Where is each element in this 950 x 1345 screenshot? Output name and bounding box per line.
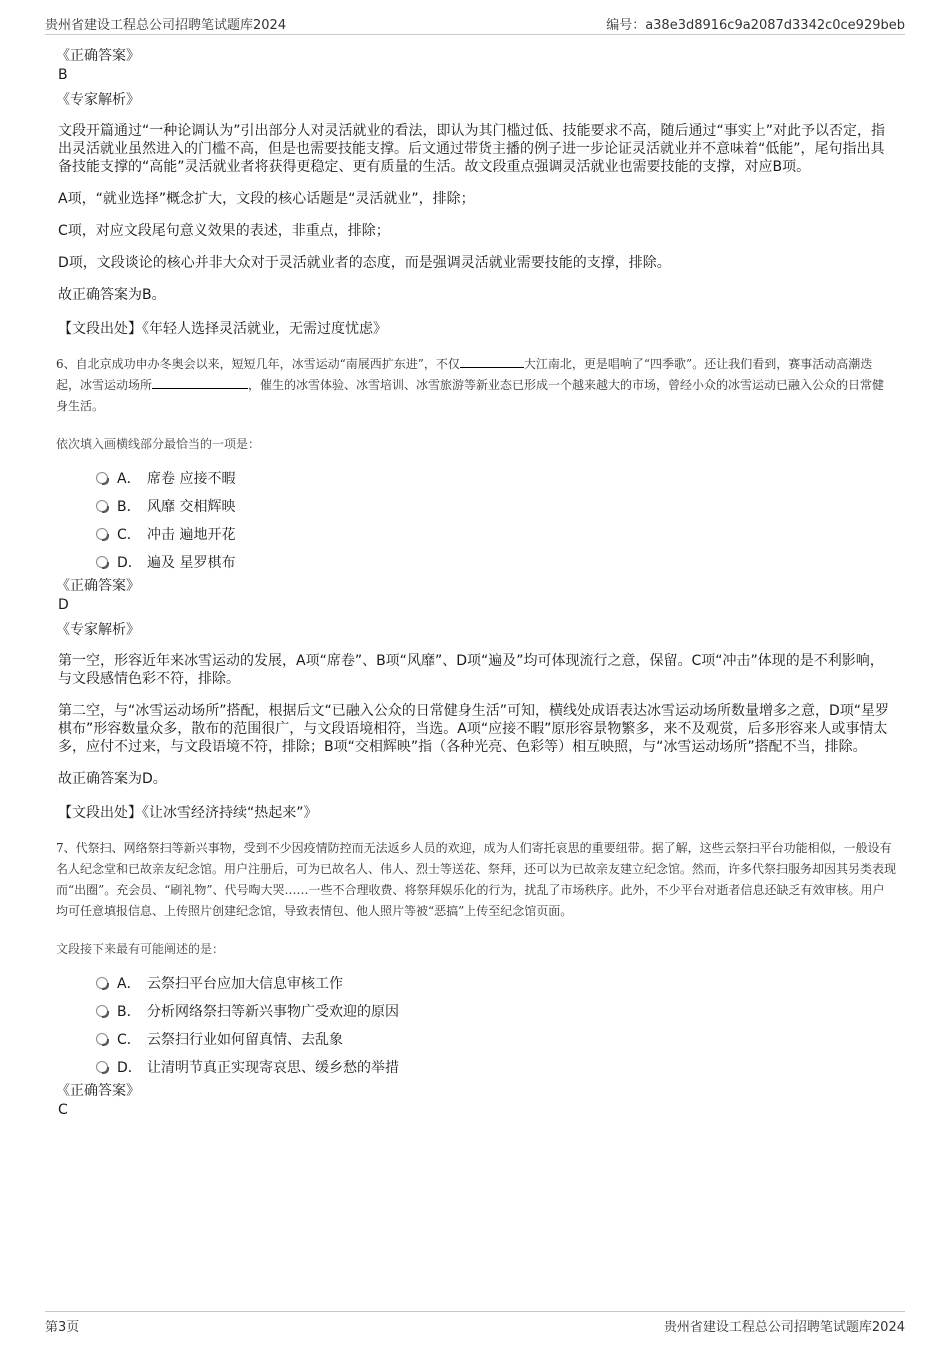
option-letter: C． xyxy=(117,1032,141,1048)
header-serial: 编号：a38e3d8916c9a2087d3342c0ce929beb xyxy=(606,18,905,33)
radio-icon[interactable] xyxy=(96,472,108,484)
page-number: 第3页 xyxy=(45,1320,80,1335)
q7-prompt: 文段接下来最有可能阐述的是： xyxy=(56,942,225,956)
analysis-label: 《专家解析》 xyxy=(56,622,140,638)
q7-option-b[interactable] xyxy=(96,1001,896,1029)
radio-icon[interactable] xyxy=(96,977,108,989)
q6-option-a[interactable] xyxy=(96,468,896,496)
option-letter: B． xyxy=(117,1004,141,1020)
option-letter: A． xyxy=(117,976,141,992)
page-header xyxy=(45,12,905,35)
q5-answer: B xyxy=(58,67,68,83)
correct-answer-label: 《正确答案》 xyxy=(56,578,140,594)
radio-icon[interactable] xyxy=(96,528,108,540)
q6-source: 【文段出处】《让冰雪经济持续“热起来”》 xyxy=(58,805,318,821)
q6-option-c[interactable] xyxy=(96,524,896,552)
q6-text-part: 6、自北京成功申办冬奥会以来，短短几年，冰雪运动“南展西扩东进”，不仅 xyxy=(56,357,460,371)
q6-analysis-paragraph: 故正确答案为D。 xyxy=(58,771,167,787)
radio-icon[interactable] xyxy=(96,500,108,512)
q6-option-b[interactable] xyxy=(96,496,896,524)
page-footer xyxy=(45,1311,905,1334)
q7-option-a[interactable] xyxy=(96,973,896,1001)
option-text: 风靡 交相辉映 xyxy=(147,499,236,515)
radio-icon[interactable] xyxy=(96,1061,108,1073)
q6-analysis-paragraph: 第一空，形容近年来冰雪运动的发展，A项“席卷”、B项“风靡”、D项“遍及”均可体现流行之意，保留。C项“冲击”体现的是不利影响，与文段感情色彩不符，排除。 xyxy=(58,653,884,687)
radio-icon[interactable] xyxy=(96,1005,108,1017)
radio-icon[interactable] xyxy=(96,1033,108,1045)
radio-icon[interactable] xyxy=(96,556,108,568)
option-letter: B． xyxy=(117,499,141,515)
q6-question xyxy=(56,354,896,417)
q7-question: 7、代祭扫、网络祭扫等新兴事物，受到不少因疫情防控而无法返乡人员的欢迎，成为人们寄托哀思的重要纽带。据了解，这些云祭扫平台功能相似，一般设有名人纪念堂和已故亲友纪念馆。用户注册后，可为已故名人、伟人、烈士等送花、祭拜，还可以为已故亲友建立纪念馆。然而，许多代祭扫服务却因其另类表现而“出圈”。充会员、“刷礼物”、代号啕大哭……一些不合理收费、将祭拜娱乐化的行为，扰乱了市场秩序。此外，不少平台对逝者信息还缺乏有效审核。用户均可任意填报信息、上传照片创建纪念馆，导致表情包、他人照片等被“恶搞”上传至纪念馆页面。 xyxy=(56,841,897,918)
option-letter: C． xyxy=(117,527,141,543)
q5-analysis-paragraph: 文段开篇通过“一种论调认为”引出部分人对灵活就业的看法，即认为其门槛过低、技能要求不高，随后通过“事实上”对此予以否定，指出灵活就业虽然进入的门槛不高，但是也需要技能支撑。后文通过带货主播的例子进一步论证灵活就业并不意味着“低能”，尾句指出具备技能支撑的“高能”灵活就业者将获得更稳定、更有质量的生活。故文段重点强调灵活就业也需要技能的支撑，对应B项。 xyxy=(58,123,886,175)
q6-option-d[interactable] xyxy=(96,552,896,576)
option-text: 席卷 应接不暇 xyxy=(147,471,236,487)
q6-text-part: ，催生的冰雪体验、冰雪培训、冰雪旅游等新业态已形成一个越来越大的市场，曾经小众的冰雪运动已融入公众的日常健身生活。 xyxy=(56,378,885,413)
q5-analysis-paragraph: C项，对应文段尾句意义效果的表述，非重点，排除； xyxy=(58,223,390,239)
correct-answer-label: 《正确答案》 xyxy=(56,1083,140,1099)
q5-analysis-paragraph: D项，文段谈论的核心并非大众对于灵活就业者的态度，而是强调灵活就业需要技能的支撑，排除。 xyxy=(58,255,671,271)
option-text: 遍及 星罗棋布 xyxy=(147,555,236,571)
q6-answer: D xyxy=(58,597,69,613)
footer-title: 贵州省建设工程总公司招聘笔试题库2024 xyxy=(663,1320,905,1335)
option-letter: A． xyxy=(117,471,141,487)
q5-analysis-paragraph: 故正确答案为B。 xyxy=(58,287,166,303)
option-letter: D． xyxy=(117,1060,142,1076)
q6-prompt: 依次填入画横线部分最恰当的一项是： xyxy=(56,437,261,451)
q6-text-part: 大江南北，更是唱响了“四季歌”。还让我们看到，赛事活动高潮迭起，冰雪运动场所 xyxy=(56,357,873,392)
correct-answer-label: 《正确答案》 xyxy=(56,48,140,64)
option-letter: D． xyxy=(117,555,142,571)
q7-option-c[interactable] xyxy=(96,1029,896,1057)
header-title: 贵州省建设工程总公司招聘笔试题库2024 xyxy=(45,18,287,33)
fill-blank xyxy=(152,376,248,389)
option-text: 冲击 遍地开花 xyxy=(147,527,236,543)
fill-blank xyxy=(460,355,524,368)
page-content xyxy=(56,46,896,1125)
q7-option-d[interactable] xyxy=(96,1057,896,1081)
option-text: 云祭扫行业如何留真情、去乱象 xyxy=(147,1032,343,1048)
option-text: 分析网络祭扫等新兴事物广受欢迎的原因 xyxy=(147,1004,399,1020)
q5-source: 【文段出处】《年轻人选择灵活就业，无需过度忧虑》 xyxy=(58,321,387,337)
analysis-label: 《专家解析》 xyxy=(56,92,140,108)
option-text: 云祭扫平台应加大信息审核工作 xyxy=(147,976,343,992)
option-text: 让清明节真正实现寄哀思、缓乡愁的举措 xyxy=(147,1060,399,1076)
q7-answer: C xyxy=(58,1102,68,1118)
q5-analysis-paragraph: A项，“就业选择”概念扩大，文段的核心话题是“灵活就业”，排除； xyxy=(58,191,475,207)
q6-analysis-paragraph: 第二空，与“冰雪运动场所”搭配，根据后文“已融入公众的日常健身生活”可知，横线处成语表达冰雪运动场所数量增多之意，D项“星罗棋布”形容数量众多，散布的范围很广，与文段语境相符，当选。A项“应接不暇”原形容景物繁多，来不及观赏，后多形容来人或事情太多，应付不过来，与文段语境不符，排除；B项“交相辉映”指（各种光亮、色彩等）相互映照，与“冰雪运动场所”搭配不当，排除。 xyxy=(58,703,890,755)
